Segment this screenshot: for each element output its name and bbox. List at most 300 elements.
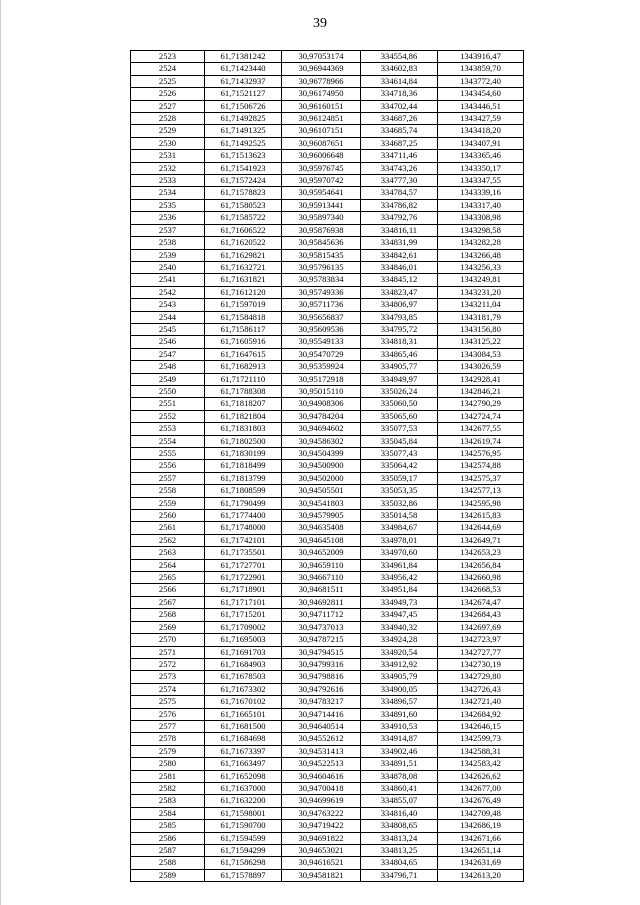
latitude-cell: 61,71432937 [205,75,282,87]
x-coordinate-cell: 334602,83 [361,63,438,75]
x-coordinate-cell: 335077,53 [361,423,438,435]
longitude-cell: 30,96174950 [282,88,361,100]
latitude-cell: 61,71735501 [205,547,282,559]
latitude-cell: 61,71578823 [205,187,282,199]
longitude-cell: 30,94659110 [282,559,361,571]
y-coordinate-cell: 1342575,37 [438,472,524,484]
x-coordinate-cell: 334743,26 [361,162,438,174]
table-row [131,534,524,546]
latitude-cell: 61,71506726 [205,100,282,112]
latitude-cell: 61,71717101 [205,596,282,608]
x-coordinate-cell: 334816,11 [361,224,438,236]
longitude-cell: 30,95796135 [282,261,361,273]
longitude-cell: 30,94505501 [282,485,361,497]
point-number-cell: 2544 [131,311,205,323]
y-coordinate-cell: 1342649,71 [438,534,524,546]
longitude-cell: 30,94794515 [282,646,361,658]
table-row [131,323,524,335]
longitude-cell: 30,94692811 [282,596,361,608]
longitude-cell: 30,94531413 [282,745,361,757]
point-number-cell: 2568 [131,609,205,621]
latitude-cell: 61,71788308 [205,385,282,397]
point-number-cell: 2525 [131,75,205,87]
latitude-cell: 61,71665101 [205,708,282,720]
x-coordinate-cell: 334855,07 [361,795,438,807]
longitude-cell: 30,94711712 [282,609,361,621]
longitude-cell: 30,94699619 [282,795,361,807]
point-number-cell: 2553 [131,423,205,435]
latitude-cell: 61,71808599 [205,485,282,497]
point-number-cell: 2567 [131,596,205,608]
table-row [131,187,524,199]
longitude-cell: 30,94784204 [282,410,361,422]
point-number-cell: 2534 [131,187,205,199]
point-number-cell: 2533 [131,175,205,187]
latitude-cell: 61,71606522 [205,224,282,236]
longitude-cell: 30,95656837 [282,311,361,323]
x-coordinate-cell: 335060,50 [361,398,438,410]
table-row [131,683,524,695]
table-row [131,795,524,807]
y-coordinate-cell: 1343859,70 [438,63,524,75]
x-coordinate-cell: 334984,67 [361,522,438,534]
table-row [131,596,524,608]
table-row [131,782,524,794]
latitude-cell: 61,71605916 [205,336,282,348]
latitude-cell: 61,71590700 [205,820,282,832]
x-coordinate-cell: 334947,45 [361,609,438,621]
y-coordinate-cell: 1342583,42 [438,758,524,770]
table-row [131,274,524,286]
latitude-cell: 61,71695003 [205,634,282,646]
latitude-cell: 61,71620522 [205,237,282,249]
y-coordinate-cell: 1343026,59 [438,361,524,373]
point-number-cell: 2574 [131,683,205,695]
latitude-cell: 61,71663497 [205,758,282,770]
longitude-cell: 30,94737013 [282,621,361,633]
latitude-cell: 61,71597019 [205,299,282,311]
x-coordinate-cell: 334786,82 [361,199,438,211]
x-coordinate-cell: 334912,92 [361,658,438,670]
point-number-cell: 2557 [131,472,205,484]
point-number-cell: 2550 [131,385,205,397]
latitude-cell: 61,71594599 [205,832,282,844]
latitude-cell: 61,71790499 [205,497,282,509]
longitude-cell: 30,94579905 [282,510,361,522]
coordinate-table-body [131,51,524,882]
y-coordinate-cell: 1342577,13 [438,485,524,497]
x-coordinate-cell: 334685,74 [361,125,438,137]
x-coordinate-cell: 334891,51 [361,758,438,770]
latitude-cell: 61,71748000 [205,522,282,534]
longitude-cell: 30,94908306 [282,398,361,410]
x-coordinate-cell: 334896,57 [361,696,438,708]
latitude-cell: 61,71830199 [205,448,282,460]
x-coordinate-cell: 334860,41 [361,782,438,794]
longitude-cell: 30,95845636 [282,237,361,249]
longitude-cell: 30,96107151 [282,125,361,137]
y-coordinate-cell: 1343347,55 [438,175,524,187]
y-coordinate-cell: 1342686,19 [438,820,524,832]
y-coordinate-cell: 1342723,97 [438,634,524,646]
latitude-cell: 61,71673397 [205,745,282,757]
x-coordinate-cell: 334784,57 [361,187,438,199]
point-number-cell: 2576 [131,708,205,720]
latitude-cell: 61,71578897 [205,869,282,881]
table-row [131,658,524,670]
point-number-cell: 2577 [131,720,205,732]
longitude-cell: 30,95015110 [282,385,361,397]
table-row [131,237,524,249]
y-coordinate-cell: 1342656,84 [438,559,524,571]
latitude-cell: 61,71678503 [205,671,282,683]
table-row [131,609,524,621]
y-coordinate-cell: 1342588,31 [438,745,524,757]
table-row [131,857,524,869]
table-row [131,249,524,261]
table-row [131,547,524,559]
x-coordinate-cell: 334905,79 [361,671,438,683]
longitude-cell: 30,96944369 [282,63,361,75]
point-number-cell: 2542 [131,286,205,298]
longitude-cell: 30,94763222 [282,807,361,819]
latitude-cell: 61,71492825 [205,113,282,125]
table-row [131,733,524,745]
latitude-cell: 61,71381242 [205,51,282,63]
y-coordinate-cell: 1342644,69 [438,522,524,534]
point-number-cell: 2531 [131,150,205,162]
table-row [131,113,524,125]
longitude-cell: 30,95749336 [282,286,361,298]
latitude-cell: 61,71647615 [205,348,282,360]
longitude-cell: 30,94799316 [282,658,361,670]
table-row [131,199,524,211]
point-number-cell: 2524 [131,63,205,75]
y-coordinate-cell: 1343156,80 [438,323,524,335]
latitude-cell: 61,71831803 [205,423,282,435]
table-row [131,361,524,373]
table-row [131,348,524,360]
longitude-cell: 30,94645108 [282,534,361,546]
latitude-cell: 61,71718901 [205,584,282,596]
longitude-cell: 30,95549133 [282,336,361,348]
y-coordinate-cell: 1342790,29 [438,398,524,410]
table-row [131,634,524,646]
page-number: 39 [313,16,327,31]
latitude-cell: 61,71572424 [205,175,282,187]
point-number-cell: 2559 [131,497,205,509]
x-coordinate-cell: 335045,84 [361,435,438,447]
x-coordinate-cell: 334910,53 [361,720,438,732]
point-number-cell: 2575 [131,696,205,708]
x-coordinate-cell: 334808,65 [361,820,438,832]
latitude-cell: 61,71682913 [205,361,282,373]
x-coordinate-cell: 334796,71 [361,869,438,881]
table-row [131,75,524,87]
y-coordinate-cell: 1342626,62 [438,770,524,782]
longitude-cell: 30,95815435 [282,249,361,261]
table-row [131,559,524,571]
longitude-cell: 30,94586302 [282,435,361,447]
table-row [131,770,524,782]
point-number-cell: 2549 [131,373,205,385]
x-coordinate-cell: 334949,97 [361,373,438,385]
page-edge-line [0,0,1,905]
longitude-cell: 30,94798816 [282,671,361,683]
longitude-cell: 30,94581821 [282,869,361,881]
point-number-cell: 2554 [131,435,205,447]
longitude-cell: 30,96087651 [282,137,361,149]
y-coordinate-cell: 1343308,98 [438,212,524,224]
longitude-cell: 30,95470729 [282,348,361,360]
y-coordinate-cell: 1342684,92 [438,708,524,720]
x-coordinate-cell: 334842,61 [361,249,438,261]
longitude-cell: 30,96124851 [282,113,361,125]
latitude-cell: 61,71631821 [205,274,282,286]
x-coordinate-cell: 334804,65 [361,857,438,869]
x-coordinate-cell: 334711,46 [361,150,438,162]
x-coordinate-cell: 334902,46 [361,745,438,757]
x-coordinate-cell: 334554,86 [361,51,438,63]
longitude-cell: 30,94616521 [282,857,361,869]
y-coordinate-cell: 1343256,33 [438,261,524,273]
longitude-cell: 30,94691822 [282,832,361,844]
y-coordinate-cell: 1343266,48 [438,249,524,261]
longitude-cell: 30,94667110 [282,572,361,584]
longitude-cell: 30,94604616 [282,770,361,782]
longitude-cell: 30,96006648 [282,150,361,162]
y-coordinate-cell: 1342651,14 [438,845,524,857]
x-coordinate-cell: 334951,84 [361,584,438,596]
x-coordinate-cell: 335032,86 [361,497,438,509]
y-coordinate-cell: 1343249,81 [438,274,524,286]
latitude-cell: 61,71423440 [205,63,282,75]
latitude-cell: 61,71742101 [205,534,282,546]
longitude-cell: 30,94792616 [282,683,361,695]
y-coordinate-cell: 1342631,69 [438,857,524,869]
latitude-cell: 61,71684698 [205,733,282,745]
y-coordinate-cell: 1343231,20 [438,286,524,298]
point-number-cell: 2530 [131,137,205,149]
latitude-cell: 61,71586117 [205,323,282,335]
point-number-cell: 2572 [131,658,205,670]
y-coordinate-cell: 1343211,04 [438,299,524,311]
point-number-cell: 2565 [131,572,205,584]
table-row [131,708,524,720]
point-number-cell: 2569 [131,621,205,633]
table-row [131,423,524,435]
point-number-cell: 2578 [131,733,205,745]
point-number-cell: 2585 [131,820,205,832]
longitude-cell: 30,94522513 [282,758,361,770]
y-coordinate-cell: 1342721,40 [438,696,524,708]
x-coordinate-cell: 334845,12 [361,274,438,286]
table-row [131,485,524,497]
y-coordinate-cell: 1342729,80 [438,671,524,683]
y-coordinate-cell: 1343181,79 [438,311,524,323]
latitude-cell: 61,71492525 [205,137,282,149]
point-number-cell: 2561 [131,522,205,534]
longitude-cell: 30,94694602 [282,423,361,435]
table-row [131,125,524,137]
point-number-cell: 2589 [131,869,205,881]
longitude-cell: 30,95783834 [282,274,361,286]
x-coordinate-cell: 334687,25 [361,137,438,149]
longitude-cell: 30,94500900 [282,460,361,472]
y-coordinate-cell: 1342677,55 [438,423,524,435]
longitude-cell: 30,94552612 [282,733,361,745]
point-number-cell: 2587 [131,845,205,857]
y-coordinate-cell: 1342928,41 [438,373,524,385]
latitude-cell: 61,71632721 [205,261,282,273]
point-number-cell: 2560 [131,510,205,522]
table-row [131,572,524,584]
point-number-cell: 2545 [131,323,205,335]
table-row [131,522,524,534]
latitude-cell: 61,71673302 [205,683,282,695]
longitude-cell: 30,96160151 [282,100,361,112]
table-row [131,696,524,708]
table-row [131,311,524,323]
table-row [131,162,524,174]
table-row [131,646,524,658]
table-row [131,51,524,63]
y-coordinate-cell: 1342595,98 [438,497,524,509]
latitude-cell: 61,71684903 [205,658,282,670]
longitude-cell: 30,94787215 [282,634,361,646]
point-number-cell: 2579 [131,745,205,757]
x-coordinate-cell: 334777,30 [361,175,438,187]
point-number-cell: 2541 [131,274,205,286]
y-coordinate-cell: 1342660,98 [438,572,524,584]
y-coordinate-cell: 1342615,83 [438,510,524,522]
table-row [131,460,524,472]
x-coordinate-cell: 334816,40 [361,807,438,819]
x-coordinate-cell: 335053,35 [361,485,438,497]
y-coordinate-cell: 1342730,19 [438,658,524,670]
longitude-cell: 30,95359924 [282,361,361,373]
point-number-cell: 2582 [131,782,205,794]
x-coordinate-cell: 334806,97 [361,299,438,311]
x-coordinate-cell: 334878,08 [361,770,438,782]
y-coordinate-cell: 1343427,59 [438,113,524,125]
longitude-cell: 30,94504399 [282,448,361,460]
latitude-cell: 61,71727701 [205,559,282,571]
latitude-cell: 61,71652098 [205,770,282,782]
x-coordinate-cell: 334978,01 [361,534,438,546]
point-number-cell: 2580 [131,758,205,770]
latitude-cell: 61,71629821 [205,249,282,261]
latitude-cell: 61,71821804 [205,410,282,422]
y-coordinate-cell: 1342613,20 [438,869,524,881]
y-coordinate-cell: 1342697,69 [438,621,524,633]
longitude-cell: 30,95711736 [282,299,361,311]
x-coordinate-cell: 334865,46 [361,348,438,360]
longitude-cell: 30,94652009 [282,547,361,559]
table-row [131,820,524,832]
longitude-cell: 30,94681511 [282,584,361,596]
longitude-cell: 30,95876938 [282,224,361,236]
y-coordinate-cell: 1343454,60 [438,88,524,100]
longitude-cell: 30,95172918 [282,373,361,385]
point-number-cell: 2529 [131,125,205,137]
x-coordinate-cell: 334813,24 [361,832,438,844]
x-coordinate-cell: 334961,84 [361,559,438,571]
table-row [131,212,524,224]
y-coordinate-cell: 1342726,43 [438,683,524,695]
longitude-cell: 30,94719422 [282,820,361,832]
y-coordinate-cell: 1343365,46 [438,150,524,162]
latitude-cell: 61,71521127 [205,88,282,100]
point-number-cell: 2547 [131,348,205,360]
point-number-cell: 2535 [131,199,205,211]
y-coordinate-cell: 1343350,17 [438,162,524,174]
y-coordinate-cell: 1343282,28 [438,237,524,249]
y-coordinate-cell: 1343339,16 [438,187,524,199]
point-number-cell: 2539 [131,249,205,261]
x-coordinate-cell: 335064,42 [361,460,438,472]
x-coordinate-cell: 335059,17 [361,472,438,484]
table-row [131,137,524,149]
table-row [131,720,524,732]
x-coordinate-cell: 335077,43 [361,448,438,460]
longitude-cell: 30,96778966 [282,75,361,87]
point-number-cell: 2543 [131,299,205,311]
point-number-cell: 2555 [131,448,205,460]
y-coordinate-cell: 1342653,23 [438,547,524,559]
x-coordinate-cell: 334702,44 [361,100,438,112]
coordinate-table [130,50,524,882]
point-number-cell: 2527 [131,100,205,112]
point-number-cell: 2526 [131,88,205,100]
longitude-cell: 30,94502000 [282,472,361,484]
y-coordinate-cell: 1342727,77 [438,646,524,658]
y-coordinate-cell: 1343772,40 [438,75,524,87]
table-row [131,671,524,683]
y-coordinate-cell: 1343317,40 [438,199,524,211]
point-number-cell: 2584 [131,807,205,819]
x-coordinate-cell: 334813,25 [361,845,438,857]
latitude-cell: 61,71818499 [205,460,282,472]
x-coordinate-cell: 334614,84 [361,75,438,87]
point-number-cell: 2537 [131,224,205,236]
point-number-cell: 2562 [131,534,205,546]
point-number-cell: 2581 [131,770,205,782]
table-row [131,845,524,857]
table-row [131,224,524,236]
x-coordinate-cell: 334687,26 [361,113,438,125]
latitude-cell: 61,71598001 [205,807,282,819]
point-number-cell: 2588 [131,857,205,869]
point-number-cell: 2540 [131,261,205,273]
point-number-cell: 2566 [131,584,205,596]
x-coordinate-cell: 334823,47 [361,286,438,298]
x-coordinate-cell: 334970,60 [361,547,438,559]
table-row [131,373,524,385]
latitude-cell: 61,71721110 [205,373,282,385]
latitude-cell: 61,71681500 [205,720,282,732]
latitude-cell: 61,71813799 [205,472,282,484]
longitude-cell: 30,95970742 [282,175,361,187]
longitude-cell: 30,95913441 [282,199,361,211]
point-number-cell: 2583 [131,795,205,807]
y-coordinate-cell: 1342684,43 [438,609,524,621]
y-coordinate-cell: 1342574,88 [438,460,524,472]
y-coordinate-cell: 1342646,15 [438,720,524,732]
table-row [131,261,524,273]
y-coordinate-cell: 1342709,48 [438,807,524,819]
y-coordinate-cell: 1343916,47 [438,51,524,63]
